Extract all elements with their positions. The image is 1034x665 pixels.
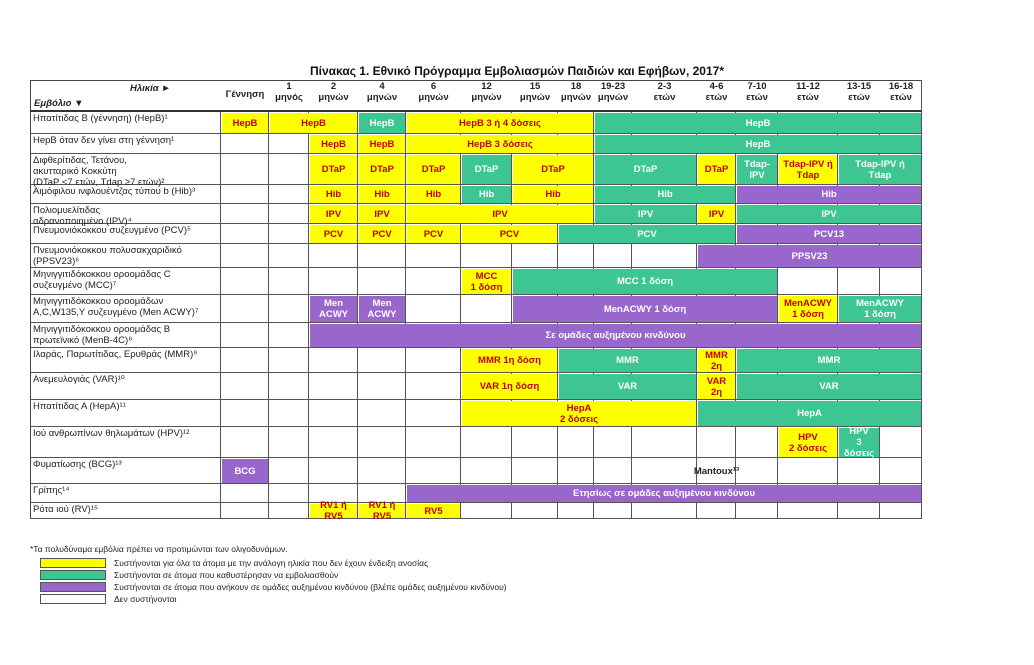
grid-cell [406, 373, 461, 400]
grid-cell [269, 503, 309, 519]
grid-cell [512, 458, 558, 484]
grid-cell [406, 348, 461, 373]
grid-cell [269, 427, 309, 458]
vaccine-label: Πνευμονιόκοκκου συζευγμένο (PCV)⁵ [33, 225, 191, 236]
legend-label: Συστήνονται για όλα τα άτομα με την ανάλογη ηλικία που δεν έχουν ένδειξη ανοσίας [114, 558, 429, 568]
grid-cell [358, 373, 406, 400]
legend-item [30, 557, 590, 569]
schedule-bar: DTaP [310, 155, 357, 184]
schedule-bar: DTaP [407, 155, 460, 184]
vaccine-label: Γρίπης¹⁴ [33, 485, 70, 496]
grid-cell [697, 427, 736, 458]
schedule-bar: PCV [462, 225, 557, 243]
schedule-bar: VAR [737, 374, 921, 399]
schedule-bar: HepB 3 ή 4 δόσεις [407, 113, 593, 133]
table-title: Πίνακας 1. Εθνικό Πρόγραμμα Εμβολιασμών Παιδιών και Εφήβων, 2017* [309, 64, 725, 78]
grid-cell [358, 458, 406, 484]
grid-cell [269, 484, 309, 503]
schedule-bar: PCV [359, 225, 405, 243]
grid-cell [309, 348, 358, 373]
grid-cell [406, 458, 461, 484]
vaccine-axis-label: Εμβόλιο ▼ [34, 98, 84, 109]
grid-cell [778, 458, 838, 484]
grid-cell [778, 503, 838, 519]
legend-label: Συστήνονται σε άτομα που καθυστέρησαν να εμβολιασθούν [114, 570, 339, 580]
vaccine-label: Μηνιγγιτιδόκοκκου οροομάδας C συζευγμένο (MCC)⁷ [33, 269, 171, 291]
grid-cell [269, 224, 309, 244]
age-column-header: 12 μηνών [471, 81, 502, 103]
legend-swatch [40, 594, 106, 604]
grid-cell [778, 268, 838, 295]
grid-cell [406, 295, 461, 323]
vaccine-label: HepB όταν δεν γίνει στη γέννηση¹ [33, 135, 175, 146]
grid-cell [632, 244, 697, 268]
legend-swatch [40, 582, 106, 592]
schedule-bar: Hib [407, 186, 460, 203]
schedule-bar: Mantoux¹³ [698, 459, 735, 483]
age-column-header: 18 μηνών [560, 81, 592, 103]
grid-cell [594, 458, 632, 484]
grid-cell [269, 348, 309, 373]
schedule-bar: HPV 3 δόσεις [839, 428, 879, 457]
schedule-bar: HPV 2 δόσεις [779, 428, 837, 457]
schedule-bar: IPV [359, 205, 405, 223]
legend [30, 557, 590, 605]
vaccine-label: Πολιομυελίτιδας αδρανοποιημένο (IPV)⁴ [33, 205, 132, 227]
vaccine-label: Πνευμονιόκοκκου πολυσακχαριδικό (PPSV23)⁶ [33, 245, 182, 267]
grid-cell [269, 134, 309, 154]
age-column-header: 4-6 ετών [705, 81, 728, 103]
grid-cell [309, 268, 358, 295]
age-column-header: 4 μηνών [366, 81, 398, 103]
grid-cell [594, 427, 632, 458]
schedule-bar: IPV [698, 205, 735, 223]
age-column-header: 16-18 ετών [888, 81, 914, 103]
grid-cell [358, 400, 406, 427]
vaccine-label: Ηπατίτιδας Β (γέννηση) (HepB)¹ [33, 113, 168, 124]
grid-cell [221, 373, 269, 400]
grid-cell [594, 503, 632, 519]
schedule-bar: IPV [310, 205, 357, 223]
grid-cell [269, 295, 309, 323]
grid-cell [512, 503, 558, 519]
legend-swatch [40, 558, 106, 568]
schedule-bar: MCC 1 δόση [513, 269, 777, 294]
grid-cell [697, 503, 736, 519]
schedule-bar: Men ACWY [359, 296, 405, 322]
grid-cell [309, 427, 358, 458]
schedule-bar: VAR [559, 374, 696, 399]
schedule-bar: Hib [737, 186, 921, 203]
schedule-bar: Hib [462, 186, 511, 203]
grid-cell [309, 458, 358, 484]
legend-item [30, 581, 590, 593]
schedule-bar: Tdap-IPV ή Tdap [839, 155, 921, 184]
schedule-bar: Tdap-IPV ή Tdap [779, 155, 837, 184]
grid-cell [406, 244, 461, 268]
schedule-bar: HepA 2 δόσεις [462, 401, 696, 426]
schedule-bar: HepB [270, 113, 357, 133]
schedule-bar: MMR 2η [698, 349, 735, 372]
age-column-header: 1 μηνός [275, 81, 303, 103]
grid-cell [221, 427, 269, 458]
grid-cell [221, 295, 269, 323]
grid-cell [269, 458, 309, 484]
grid-cell [358, 268, 406, 295]
vaccine-label: Μηνιγγιτιδόκοκκου οροομάδας Β πρωτεϊνικό (MenB-4C)⁸ [33, 324, 171, 346]
grid-cell [880, 427, 922, 458]
schedule-bar: Hib [595, 186, 735, 203]
notes [30, 544, 590, 605]
grid-cell [838, 458, 880, 484]
grid-cell [358, 244, 406, 268]
schedule-bar: RV1 ή RV5 [310, 504, 357, 518]
grid-cell [558, 458, 594, 484]
schedule-bar: BCG [222, 459, 268, 483]
schedule-bar: PCV [407, 225, 460, 243]
schedule-bar: MenACWY 1 δόση [513, 296, 777, 322]
grid-cell [269, 185, 309, 204]
schedule-bar: Tdap- IPV [737, 155, 777, 184]
schedule-bar: Hib [359, 186, 405, 203]
schedule-bar: PPSV23 [698, 245, 921, 267]
grid-cell [269, 268, 309, 295]
schedule-bar: MenACWY 1 δόση [779, 296, 837, 322]
grid-cell [221, 268, 269, 295]
grid-cell [309, 373, 358, 400]
grid-cell [558, 427, 594, 458]
grid-cell [221, 348, 269, 373]
schedule-bar: MMR 1η δόση [462, 349, 557, 372]
schedule-bar: HepB [595, 113, 921, 133]
grid-cell [461, 244, 512, 268]
footnote: *Τα πολυδύναμα εμβόλια πρέπει να προτιμώνται των ολιγοδυνάμων. [30, 544, 288, 554]
age-column-header: 11-12 ετών [796, 81, 820, 103]
schedule-bar: DTaP [595, 155, 696, 184]
legend-item [30, 593, 590, 605]
grid-cell [880, 503, 922, 519]
age-column-header: Γέννηση [225, 89, 265, 100]
grid-cell [736, 503, 778, 519]
vaccine-label: Ανεμευλογιάς (VAR)¹⁰ [33, 374, 125, 385]
grid-cell [880, 268, 922, 295]
schedule-bar: HepA [698, 401, 921, 426]
grid-cell [221, 484, 269, 503]
grid-cell [512, 244, 558, 268]
grid-cell [512, 427, 558, 458]
vaccine-label: Φυματίωσης (BCG)¹³ [33, 459, 122, 470]
legend-label: Συστήνονται σε άτομα που ανήκουν σε ομάδες αυξημένου κινδύνου (βλέπε ομάδες αυξημένου κινδύνου) [114, 582, 507, 592]
schedule-bar: MMR [559, 349, 696, 372]
grid-cell [632, 458, 697, 484]
grid-cell [221, 400, 269, 427]
vaccine-label: Διφθερίτιδας, Τετάνου, ακυτταρικό Κοκκύτη (DTaP <7 ετών, Tdap ≥7 ετών)² [33, 155, 165, 188]
grid-cell [558, 244, 594, 268]
vaccine-label: Ρότα ιού (RV)¹⁵ [33, 504, 98, 515]
grid-cell [221, 134, 269, 154]
grid-cell [221, 323, 269, 348]
grid-cell [309, 244, 358, 268]
schedule-bar: HepB [359, 135, 405, 153]
grid-cell [461, 503, 512, 519]
age-column-header: 19-23 μηνών [597, 81, 629, 103]
grid-cell [461, 458, 512, 484]
grid-cell [880, 458, 922, 484]
grid-cell [269, 400, 309, 427]
vaccine-label: Ιού ανθρωπίνων θηλωμάτων (HPV)¹² [33, 428, 190, 439]
schedule-bar: Ετησίως σε ομάδες αυξημένου κινδύνου [407, 485, 921, 502]
schedule-bar: VAR 1η δόση [462, 374, 557, 399]
schedule-bar: PCV [310, 225, 357, 243]
grid-cell [221, 224, 269, 244]
age-column-header: 13-15 ετών [846, 81, 872, 103]
schedule-bar: MenACWY 1 δόση [839, 296, 921, 322]
grid-cell [358, 348, 406, 373]
grid-cell [358, 427, 406, 458]
grid-cell [221, 204, 269, 224]
legend-swatch [40, 570, 106, 580]
grid-cell [221, 154, 269, 185]
schedule-bar: HepB [310, 135, 357, 153]
grid-cell [221, 503, 269, 519]
schedule-bar: DTaP [359, 155, 405, 184]
schedule-bar: IPV [595, 205, 696, 223]
vaccine-label: Αιμόφιλου ινφλουέντζας τύπου b (Hib)³ [33, 186, 196, 197]
age-column-header: 15 μηνών [519, 81, 551, 103]
schedule-bar: RV5 [407, 504, 460, 518]
schedule-bar: VAR 2η [698, 374, 735, 399]
grid-cell [269, 373, 309, 400]
schedule-bar: IPV [737, 205, 921, 223]
age-column-header: 6 μηνών [418, 81, 449, 103]
legend-label: Δεν συστήνονται [114, 594, 177, 604]
schedule-bar: DTaP [698, 155, 735, 184]
grid-cell [461, 427, 512, 458]
schedule-bar: HepB 3 δόσεις [407, 135, 593, 153]
schedule-bar: Men ACWY [310, 296, 357, 322]
schedule-bar: HepB [359, 113, 405, 133]
vaccine-label: Ηπατίτιδας Α (HepA)¹¹ [33, 401, 126, 412]
grid-cell [406, 400, 461, 427]
schedule-bar: PCV [559, 225, 735, 243]
age-column-header: 2-3 ετών [653, 81, 676, 103]
grid-cell [736, 427, 778, 458]
grid-cell [221, 185, 269, 204]
grid-cell [269, 244, 309, 268]
schedule-bar: PCV13 [737, 225, 921, 243]
schedule-bar: HepB [595, 135, 921, 153]
age-column-header: 2 μηνών [318, 81, 349, 103]
grid-cell [269, 323, 309, 348]
vaccine-label: Μηνιγγιτιδόκοκκου οροομάδων A,C,W135,Y συζευγμένο (Men ACWY)⁷ [33, 296, 199, 318]
schedule-bar: RV1 ή RV5 [359, 504, 405, 518]
grid-cell [461, 295, 512, 323]
age-axis-label: Ηλικία ► [130, 83, 171, 94]
grid-cell [406, 268, 461, 295]
schedule-bar: DTaP [462, 155, 511, 184]
grid-cell [269, 154, 309, 185]
grid-cell [632, 503, 697, 519]
schedule-bar: Hib [310, 186, 357, 203]
grid-cell [736, 458, 778, 484]
grid-cell [221, 244, 269, 268]
schedule-bar: MCC 1 δόση [462, 269, 511, 294]
grid-cell [632, 427, 697, 458]
schedule-bar: Σε ομάδες αυξημένου κινδύνου [310, 324, 921, 347]
vaccine-label: Ιλαράς, Παρωτίτιδας, Ερυθράς (MMR)⁹ [33, 349, 198, 360]
grid-cell [309, 400, 358, 427]
schedule-bar: Hib [513, 186, 593, 203]
schedule-bar: DTaP [513, 155, 593, 184]
schedule-bar: IPV [407, 205, 593, 223]
grid-cell [406, 427, 461, 458]
schedule-bar: MMR [737, 349, 921, 372]
grid-cell [558, 503, 594, 519]
age-column-header: 7-10 ετών [746, 81, 768, 103]
grid-cell [838, 503, 880, 519]
grid-cell [269, 204, 309, 224]
schedule-bar: HepB [222, 113, 268, 133]
grid-cell [594, 244, 632, 268]
grid-cell [838, 268, 880, 295]
legend-item [30, 569, 590, 581]
